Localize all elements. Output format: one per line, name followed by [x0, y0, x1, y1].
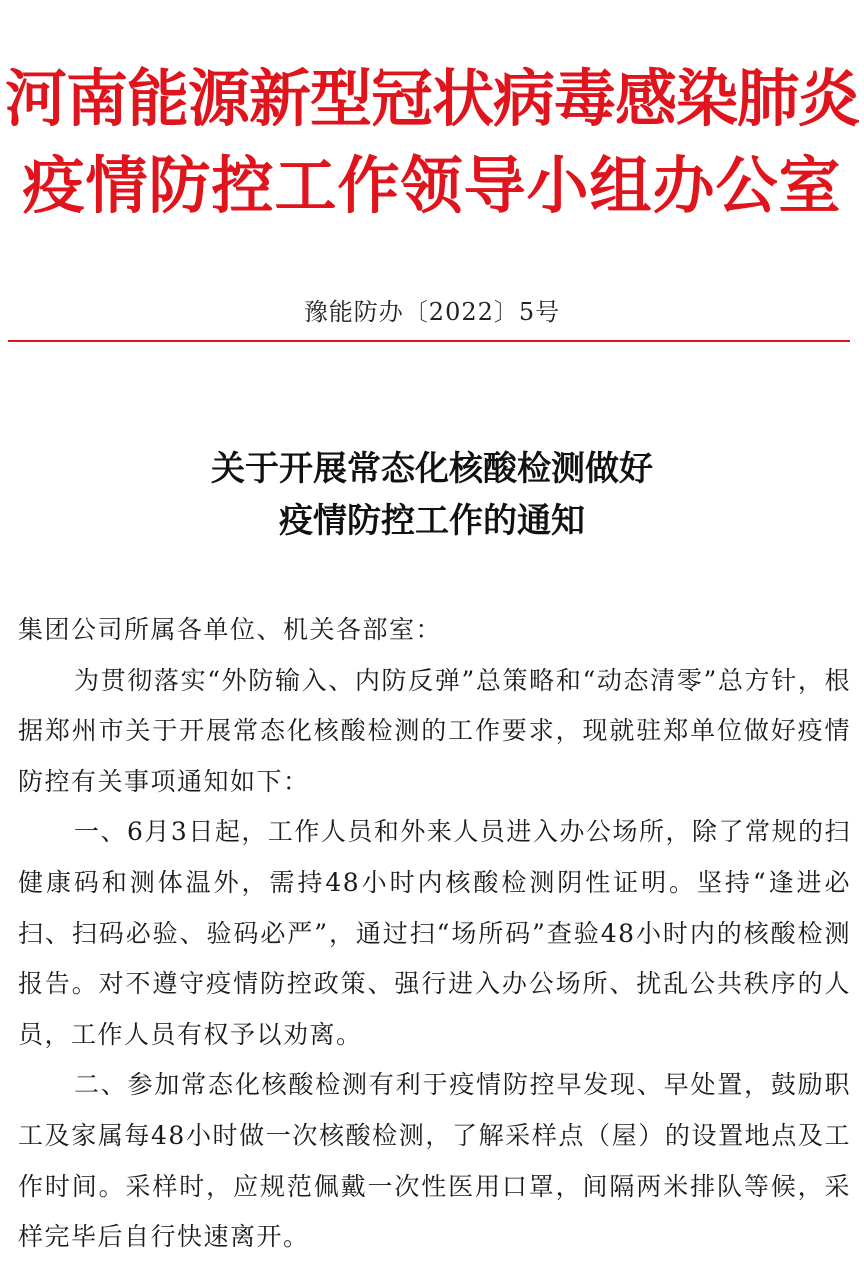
notice-title-line1: 关于开展常态化核酸检测做好 — [211, 449, 653, 489]
intro-paragraph: 为贯彻落实“外防输入、内防反弹”总策略和“动态清零”总方针，根据郑州市关于开展常态化核酸检测的工作要求，现就驻郑单位做好疫情防控有关事项通知如下： — [18, 665, 851, 796]
notice-body — [18, 605, 851, 1263]
document-number: 豫能防办〔2022〕5号 — [303, 298, 561, 326]
red-divider — [8, 340, 850, 342]
item-two-paragraph: 二、参加常态化核酸检测有利于疫情防控早发现、早处置，鼓励职工及家属每48小时做一次核酸检测，了解采样点（屋）的设置地点及工作时间。采样时，应规范佩戴一次性医用口罩，间隔两米排队等候，采样完毕后自行快速离开。 — [18, 1070, 851, 1252]
item-one-paragraph: 一、6月3日起，工作人员和外来人员进入办公场所，除了常规的扫健康码和测体温外，需持48小时内核酸检测阴性证明。坚持“逢进必扫、扫码必验、验码必严”，通过扫“场所码”查验48小时内的核酸检测报告。对不遵守疫情防控政策、强行进入办公场所、扰乱公共秩序的人员，工作人员有权予以劝离。 — [18, 817, 851, 1049]
issuing-office-title-line2: 疫情防控工作领导小组办公室 — [22, 149, 842, 222]
notice-title-line2: 疫情防控工作的通知 — [279, 501, 585, 541]
issuing-office-title-line1: 河南能源新型冠状病毒感染肺炎 — [4, 62, 859, 135]
salutation: 集团公司所属各单位、机关各部室： — [18, 615, 443, 644]
